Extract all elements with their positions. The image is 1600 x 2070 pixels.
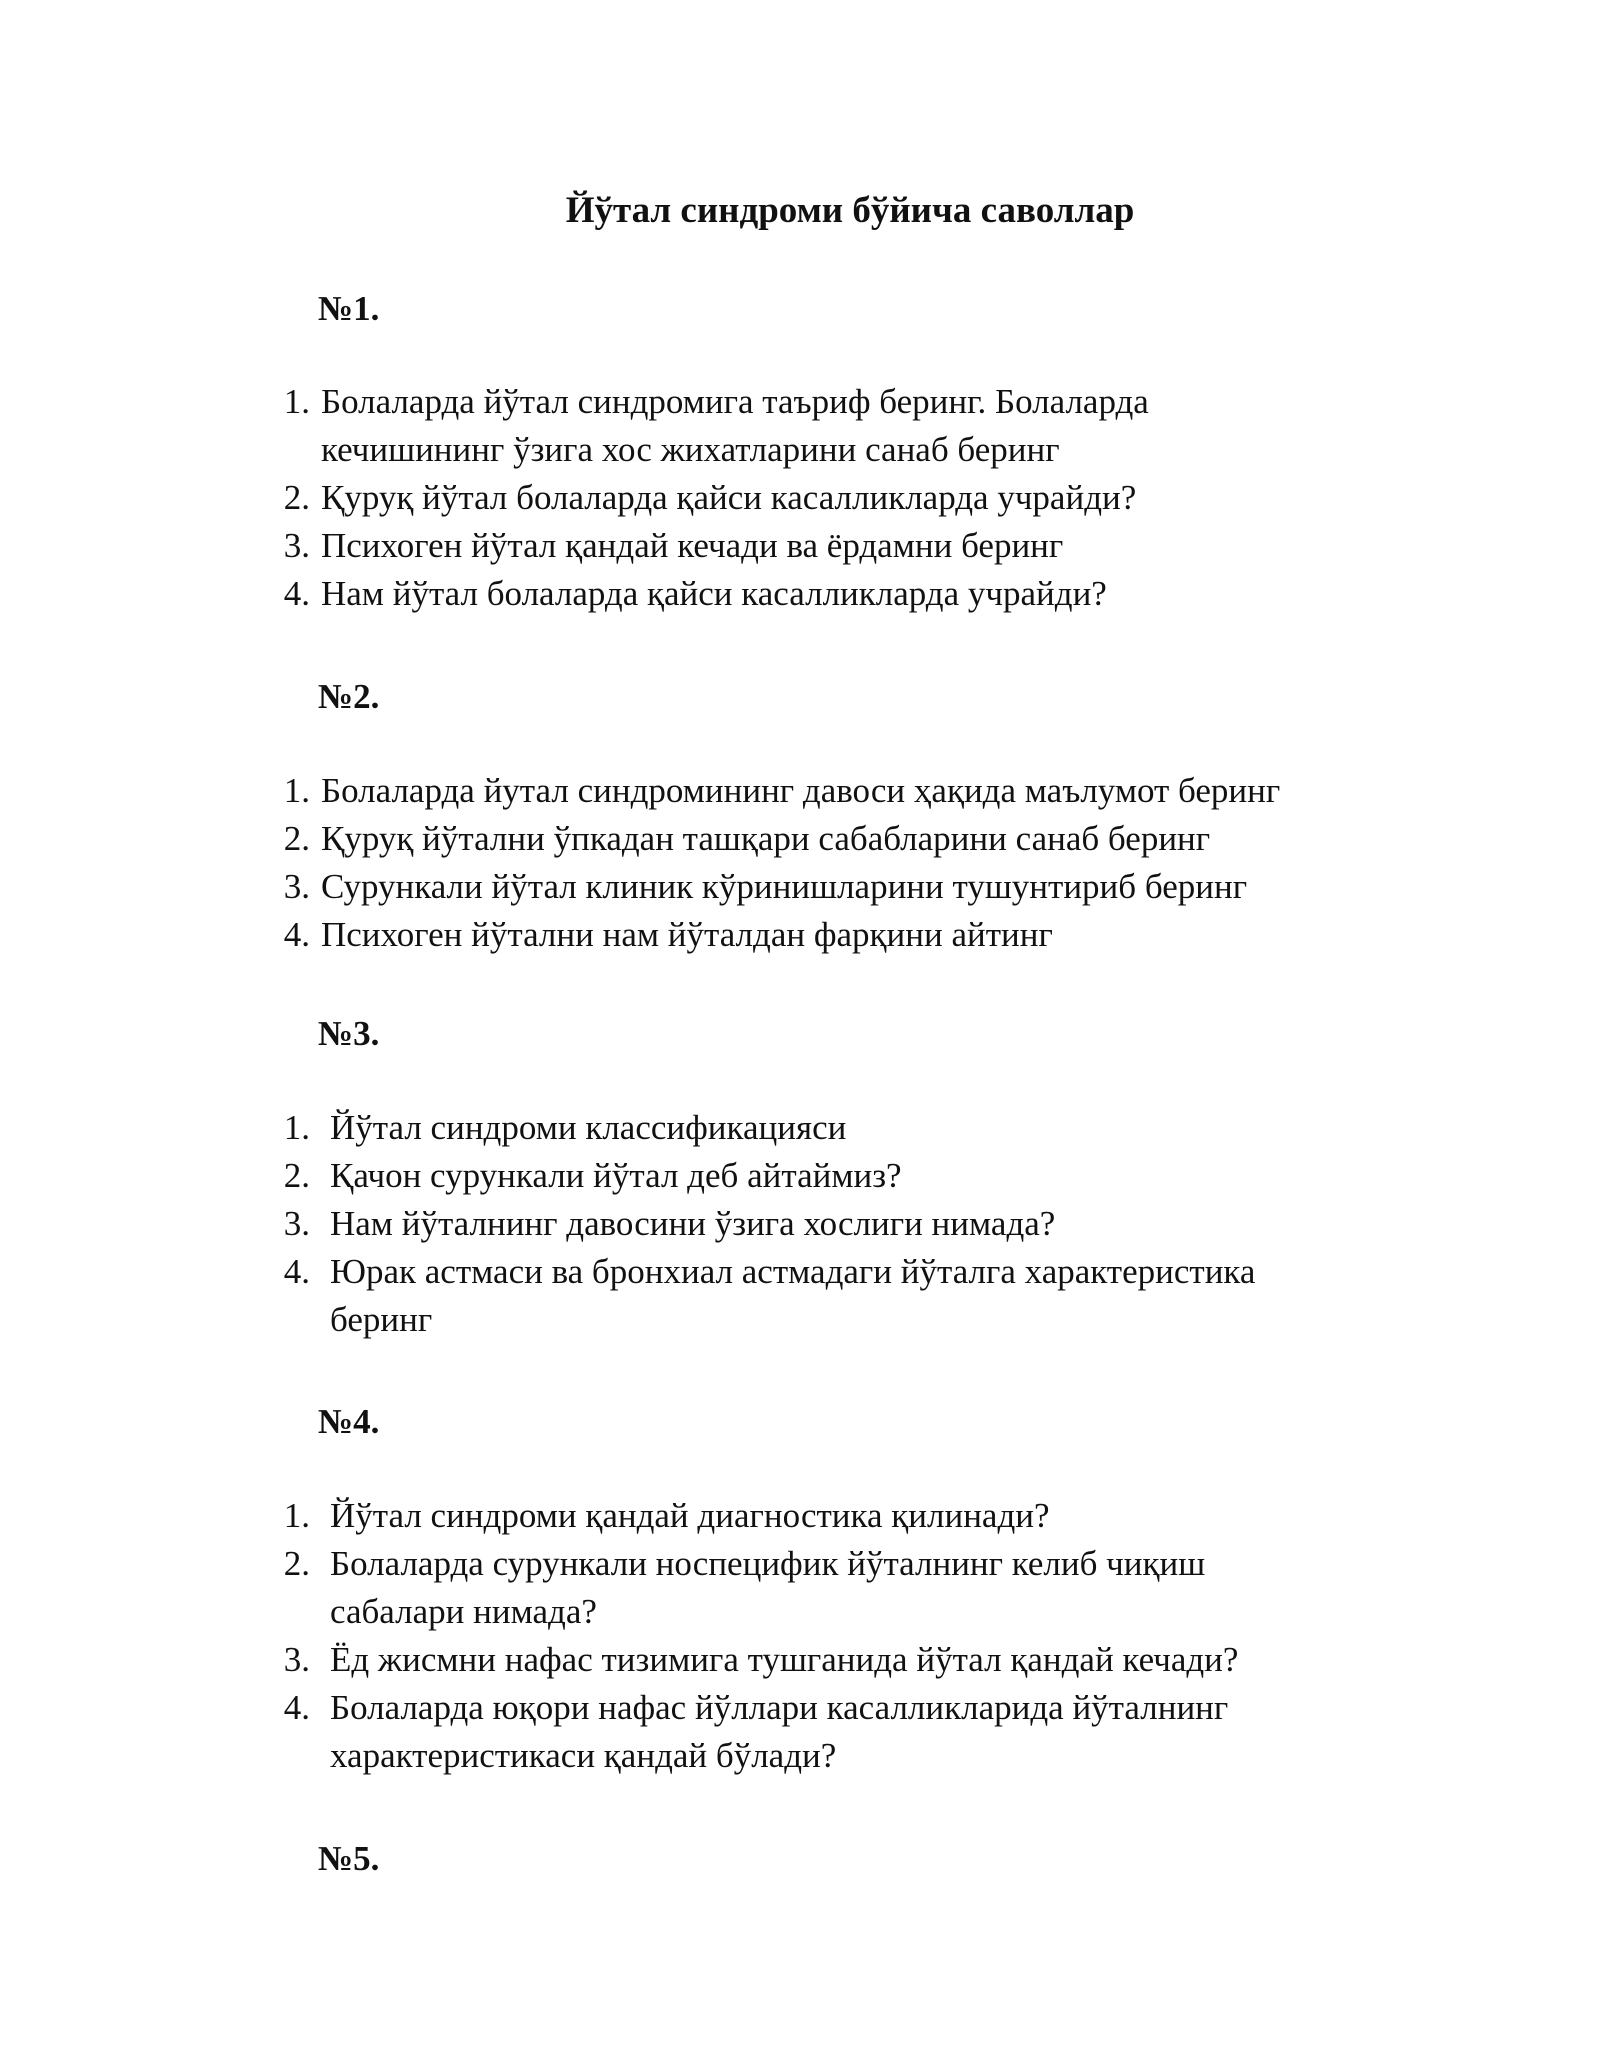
question-number: 2. (283, 819, 310, 858)
list-item (274, 522, 1234, 570)
question-number: 4. (283, 1688, 310, 1727)
question-text: Қуруқ йўтални ўпкадан ташқари сабабларини санаб беринг (321, 819, 1211, 858)
question-list-4 (274, 1492, 1294, 1780)
list-item (274, 1492, 1294, 1540)
question-text: Болаларда йўтал синдромига таъриф беринг. Болаларда кечишининг ўзига хос жихатларини санаб беринг (321, 382, 1149, 469)
question-text: Қуруқ йўтал болаларда қайси касалликларда учрайди? (321, 478, 1137, 517)
list-item (274, 863, 1354, 911)
question-list-1 (274, 378, 1234, 618)
section-heading-4: №4. (318, 1402, 380, 1441)
question-text: Сурункали йўтал клиник кўринишларини тушунтириб беринг (321, 867, 1248, 906)
question-number: 1. (283, 771, 310, 810)
section-heading-1: №1. (318, 289, 380, 328)
list-item (274, 1684, 1294, 1780)
question-text: Нам йўталнинг давосини ўзига хослиги нимада? (330, 1204, 1056, 1243)
list-item (274, 378, 1234, 474)
list-item (274, 911, 1354, 959)
question-number: 4. (283, 1252, 310, 1291)
list-item (274, 767, 1354, 815)
question-text: Ёд жисмни нафас тизимига тушганида йўтал қандай кечади? (330, 1640, 1239, 1679)
document-title: Йўтал синдроми бўйича саволлар (565, 190, 1135, 231)
question-number: 4. (283, 915, 310, 954)
question-number: 1. (283, 382, 310, 421)
list-item (274, 1540, 1294, 1636)
question-number: 3. (283, 526, 310, 565)
question-text: Қачон сурункали йўтал деб айтаймиз? (330, 1156, 902, 1195)
question-number: 2. (283, 1544, 310, 1583)
list-item (274, 1248, 1314, 1344)
list-item (274, 1200, 1314, 1248)
question-number: 1. (283, 1496, 310, 1535)
section-heading-2: №2. (318, 677, 380, 716)
list-item (274, 1636, 1294, 1684)
question-text: Йўтал синдроми қандай диагностика қилинади? (330, 1496, 1050, 1535)
question-list-3 (274, 1104, 1314, 1344)
question-number: 1. (283, 1108, 310, 1147)
list-item (274, 570, 1234, 618)
question-text: Болаларда йутал синдромининг давоси ҳақида маълумот беринг (321, 771, 1281, 810)
question-text: Болаларда сурункали носпецифик йўталнинг келиб чиқиш сабалари нимада? (330, 1544, 1206, 1631)
question-number: 3. (283, 1204, 310, 1243)
list-item (274, 815, 1354, 863)
question-number: 2. (283, 1156, 310, 1195)
list-item (274, 1152, 1314, 1200)
question-number: 3. (283, 867, 310, 906)
question-text: Йўтал синдроми классификацияси (330, 1108, 847, 1147)
question-number: 2. (283, 478, 310, 517)
question-text: Психоген йўтални нам йўталдан фарқини айтинг (321, 915, 1053, 954)
section-heading-3: №3. (318, 1014, 380, 1053)
question-text: Болаларда юқори нафас йўллари касалликларида йўталнинг характеристикаси қандай бўлади? (330, 1688, 1229, 1775)
question-number: 3. (283, 1640, 310, 1679)
list-item (274, 1104, 1314, 1152)
question-text: Юрак астмаси ва бронхиал астмадаги йўталга характеристика беринг (330, 1252, 1256, 1339)
question-number: 4. (283, 574, 310, 613)
section-heading-5: №5. (318, 1839, 380, 1878)
list-item (274, 474, 1234, 522)
question-text: Психоген йўтал қандай кечади ва ёрдамни беринг (321, 526, 1064, 565)
question-list-2 (274, 767, 1354, 959)
question-text: Нам йўтал болаларда қайси касалликларда учрайди? (321, 574, 1107, 613)
